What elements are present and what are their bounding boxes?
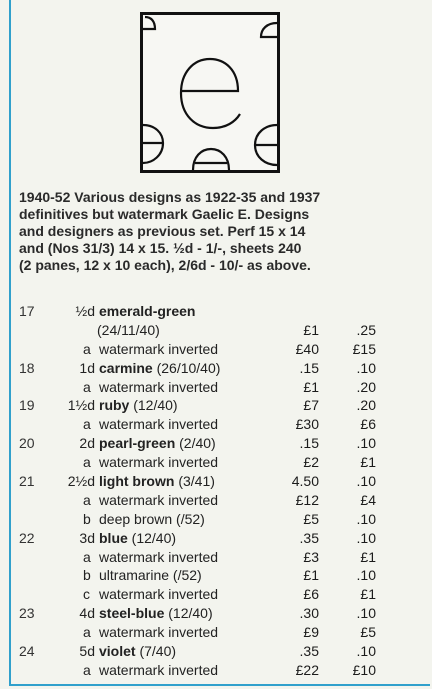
description-line: and (Nos 31/3) 14 x 15. ½d - 1/-, sheets 240 xyxy=(19,240,302,256)
used-price: £1 xyxy=(360,454,376,471)
variety-letter: b xyxy=(83,567,91,584)
used-price: .10 xyxy=(356,605,376,622)
denomination: 2d xyxy=(79,435,95,452)
variety-letter: a xyxy=(83,454,91,471)
unused-price: .35 xyxy=(299,643,319,660)
set-description xyxy=(19,189,423,274)
list-item xyxy=(0,566,432,585)
used-price: £1 xyxy=(360,586,376,603)
issue-date: (12/40) xyxy=(127,529,177,546)
catalogue-number: 23 xyxy=(19,605,35,622)
unused-price: £5 xyxy=(303,510,319,527)
variety-letter: a xyxy=(83,416,91,433)
denomination: 1½d xyxy=(67,397,95,414)
list-item xyxy=(0,321,432,340)
stamp-description xyxy=(57,642,176,661)
list-item xyxy=(0,434,432,453)
variety-letter: a xyxy=(83,491,91,508)
catalogue-number: 17 xyxy=(19,303,35,319)
stamp-description xyxy=(57,396,178,415)
issue-date: (12/40) xyxy=(164,605,213,622)
unused-price: £22 xyxy=(295,661,319,678)
list-item xyxy=(0,529,432,548)
stamp-colour: ruby xyxy=(99,397,130,414)
used-price: £1 xyxy=(360,548,376,565)
list-item xyxy=(0,623,432,642)
unused-price: .15 xyxy=(299,435,319,452)
variety-description xyxy=(83,415,218,434)
list-item xyxy=(0,359,432,378)
variety-text: watermark inverted xyxy=(99,491,219,508)
denomination: ½d xyxy=(75,303,95,319)
variety-text: watermark inverted xyxy=(99,661,219,678)
list-item xyxy=(0,302,432,321)
list-item xyxy=(0,453,432,472)
unused-price: £1 xyxy=(303,567,319,584)
issue-date: (2/40) xyxy=(175,435,216,452)
variety-letter: c xyxy=(83,586,90,603)
unused-price: .35 xyxy=(299,529,319,546)
stamp-colour: pearl-green xyxy=(99,435,176,452)
unused-price: .30 xyxy=(299,605,319,622)
unused-price: 4.50 xyxy=(291,473,319,490)
denomination: 5d xyxy=(79,643,95,660)
unused-price: £1 xyxy=(303,378,319,395)
stamp-description xyxy=(57,302,195,321)
variety-letter: a xyxy=(83,661,91,678)
used-price: .10 xyxy=(356,643,376,660)
description-line: and designers as previous set. Perf 15 x 14 xyxy=(19,223,306,239)
used-price: £4 xyxy=(360,491,376,508)
variety-description xyxy=(83,623,218,642)
unused-price: £3 xyxy=(303,548,319,565)
description-line: 1940-52 Various designs as 1922-35 and 1937 xyxy=(19,189,321,205)
list-item xyxy=(0,642,432,661)
catalogue-number: 21 xyxy=(19,473,35,490)
list-item xyxy=(0,415,432,434)
used-price: .10 xyxy=(356,510,376,527)
issue-date: (7/40) xyxy=(135,643,177,660)
variety-letter: a xyxy=(83,548,91,565)
stamp-description xyxy=(57,604,213,623)
denomination: 4d xyxy=(79,605,95,622)
variety-text: watermark inverted xyxy=(99,454,219,471)
unused-price: .15 xyxy=(299,359,319,376)
stamp-description xyxy=(57,434,216,453)
denomination: 2½d xyxy=(67,473,95,490)
variety-text: watermark inverted xyxy=(99,378,219,395)
used-price: .10 xyxy=(356,567,376,584)
stamp-description xyxy=(57,472,215,491)
description-line: (2 panes, 12 x 10 each), 2/6d - 10/- as above. xyxy=(19,257,311,273)
unused-price: £7 xyxy=(303,397,319,414)
list-item xyxy=(0,510,432,529)
catalogue-number: 18 xyxy=(19,359,35,376)
variety-description xyxy=(83,566,202,585)
unused-price: £30 xyxy=(295,416,319,433)
list-item xyxy=(0,340,432,359)
unused-price: £9 xyxy=(303,624,319,641)
list-item xyxy=(0,378,432,397)
unused-price: £6 xyxy=(303,586,319,603)
stamp-description xyxy=(57,529,176,548)
used-price: .10 xyxy=(356,529,376,546)
variety-letter: a xyxy=(83,340,91,357)
variety-description xyxy=(83,491,218,510)
list-item xyxy=(0,661,432,680)
variety-letter: a xyxy=(83,624,91,641)
catalogue-number: 24 xyxy=(19,643,35,660)
list-item xyxy=(0,585,432,604)
description-line: definitives but watermark Gaelic E. Designs xyxy=(19,206,310,222)
issue-date: (12/40) xyxy=(129,397,178,414)
used-price: £6 xyxy=(360,416,376,433)
used-price: £10 xyxy=(352,661,376,678)
variety-description xyxy=(83,548,218,567)
catalogue-number: 22 xyxy=(19,529,35,546)
catalogue-number: 19 xyxy=(19,397,35,414)
used-price: £5 xyxy=(360,624,376,641)
variety-description xyxy=(83,340,218,359)
unused-price: £2 xyxy=(303,454,319,471)
variety-description xyxy=(83,378,218,397)
variety-letter: b xyxy=(83,510,91,527)
catalogue-number: 20 xyxy=(19,435,35,452)
issue-date: (24/11/40) xyxy=(97,321,160,338)
used-price: .10 xyxy=(356,359,376,376)
variety-description xyxy=(83,453,218,472)
list-item xyxy=(0,491,432,510)
stamp-colour: violet xyxy=(99,643,136,660)
denomination: 1d xyxy=(79,359,95,376)
variety-description xyxy=(83,661,218,680)
list-item xyxy=(0,472,432,491)
stamp-colour: steel-blue xyxy=(99,605,165,622)
stamp-colour: light brown xyxy=(99,473,175,490)
gaelic-e-watermark-icon xyxy=(143,15,277,170)
used-price: £15 xyxy=(352,340,376,357)
variety-description xyxy=(83,510,205,529)
stamp-catalogue-list xyxy=(0,302,432,680)
stamp-colour: emerald-green xyxy=(99,303,196,319)
issue-date: (3/41) xyxy=(174,473,215,490)
list-item xyxy=(0,548,432,567)
unused-price: £40 xyxy=(295,340,319,357)
denomination: 3d xyxy=(79,529,95,546)
watermark-illustration xyxy=(140,12,280,173)
used-price: .25 xyxy=(356,321,376,338)
used-price: .10 xyxy=(356,473,376,490)
list-item xyxy=(0,604,432,623)
variety-description xyxy=(83,585,218,604)
used-price: .20 xyxy=(356,397,376,414)
issue-date: (26/10/40) xyxy=(152,359,221,376)
list-item xyxy=(0,396,432,415)
variety-letter: a xyxy=(83,378,91,395)
stamp-colour: carmine xyxy=(99,359,153,376)
unused-price: £1 xyxy=(303,321,319,338)
used-price: .20 xyxy=(356,378,376,395)
variety-text: watermark inverted xyxy=(99,340,219,357)
variety-text: deep brown (/52) xyxy=(99,510,205,527)
unused-price: £12 xyxy=(295,491,319,508)
variety-text: ultramarine (/52) xyxy=(99,567,202,584)
used-price: .10 xyxy=(356,435,376,452)
variety-text: watermark inverted xyxy=(99,416,219,433)
variety-text: watermark inverted xyxy=(99,624,219,641)
variety-text: watermark inverted xyxy=(99,586,219,603)
variety-text: watermark inverted xyxy=(99,548,219,565)
stamp-description xyxy=(57,359,220,378)
stamp-colour: blue xyxy=(99,529,128,546)
